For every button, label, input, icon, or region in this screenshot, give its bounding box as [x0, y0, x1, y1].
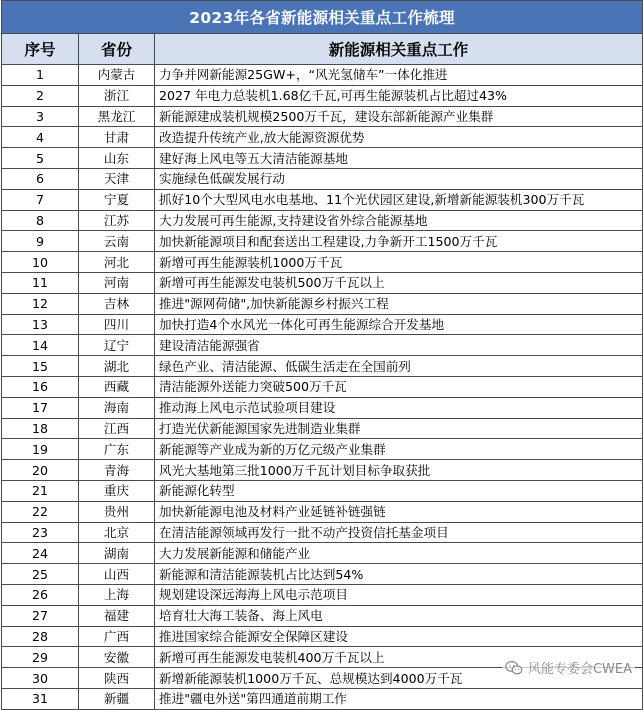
table-row — [2, 439, 643, 460]
row-province: 湖南 — [79, 543, 155, 564]
row-number: 12 — [2, 293, 79, 314]
row-province: 安徽 — [79, 647, 155, 668]
table-row — [2, 397, 643, 418]
row-province: 贵州 — [79, 501, 155, 522]
table-row — [2, 335, 643, 356]
row-province: 天津 — [79, 168, 155, 189]
row-number: 20 — [2, 460, 79, 481]
row-work: 建设清洁能源强省 — [155, 335, 643, 356]
row-province: 山东 — [79, 148, 155, 169]
row-province: 吉林 — [79, 293, 155, 314]
wechat-icon — [505, 660, 523, 676]
row-work: 新增可再生能源发电装机500万千瓦以上 — [155, 272, 643, 293]
row-province: 上海 — [79, 584, 155, 605]
table-row — [2, 688, 643, 709]
row-province: 四川 — [79, 314, 155, 335]
row-work: 建好海上风电等五大清洁能源基地 — [155, 148, 643, 169]
row-province: 新疆 — [79, 688, 155, 709]
row-number: 6 — [2, 168, 79, 189]
table-row — [2, 605, 643, 626]
row-number: 4 — [2, 127, 79, 148]
table-title: 2023年各省新能源相关重点工作梳理 — [2, 1, 643, 34]
row-number: 26 — [2, 584, 79, 605]
row-province: 辽宁 — [79, 335, 155, 356]
row-work: 2027 年电力总装机1.68亿千瓦,可再生能源装机占比超过43% — [155, 85, 643, 106]
row-work: 力争并网新能源25GW+，“风光氢储车”一体化推进 — [155, 65, 643, 86]
row-work: 推进"源网荷储",加快新能源乡村振兴工程 — [155, 293, 643, 314]
row-work: 新增可再生能源发电装机400万千瓦以上 — [155, 647, 643, 668]
table-row — [2, 626, 643, 647]
row-work: 推进"疆电外送"第四通道前期工作 — [155, 688, 643, 709]
row-number: 9 — [2, 231, 79, 252]
table-row — [2, 460, 643, 481]
row-province: 重庆 — [79, 480, 155, 501]
row-number: 14 — [2, 335, 79, 356]
row-number: 2 — [2, 85, 79, 106]
row-number: 22 — [2, 501, 79, 522]
row-number: 23 — [2, 522, 79, 543]
row-work: 清洁能源外送能力突破500万千瓦 — [155, 376, 643, 397]
row-work: 新能源化转型 — [155, 480, 643, 501]
row-number: 21 — [2, 480, 79, 501]
row-number: 8 — [2, 210, 79, 231]
row-number: 31 — [2, 688, 79, 709]
table-row — [2, 65, 643, 86]
header-row — [2, 34, 643, 65]
row-work: 新能源等产业成为新的万亿元级产业集群 — [155, 439, 643, 460]
table-row — [2, 564, 643, 585]
row-work: 改造提升传统产业,放大能源资源优势 — [155, 127, 643, 148]
row-province: 浙江 — [79, 85, 155, 106]
row-work: 新能源建成装机规模2500万千瓦，建设东部新能源产业集群 — [155, 106, 643, 127]
table-row — [2, 314, 643, 335]
row-work: 加快新能源项目和配套送出工程建设,力争新开工1500万千瓦 — [155, 231, 643, 252]
row-number: 29 — [2, 647, 79, 668]
row-province: 山西 — [79, 564, 155, 585]
header-province: 省份 — [79, 34, 155, 65]
table-row — [2, 418, 643, 439]
row-province: 宁夏 — [79, 189, 155, 210]
row-work: 在清洁能源领域再发行一批不动产投资信托基金项目 — [155, 522, 643, 543]
row-province: 福建 — [79, 605, 155, 626]
watermark-text: 风能专委会CWEA — [527, 662, 632, 677]
row-number: 19 — [2, 439, 79, 460]
table-row — [2, 189, 643, 210]
row-work: 新能源和清洁能源装机占比达到54% — [155, 564, 643, 585]
row-number: 18 — [2, 418, 79, 439]
row-province: 河南 — [79, 272, 155, 293]
row-number: 15 — [2, 356, 79, 377]
table-row — [2, 252, 643, 273]
row-number: 3 — [2, 106, 79, 127]
row-province: 湖北 — [79, 356, 155, 377]
row-work: 绿色产业、清洁能源、低碳生活走在全国前列 — [155, 356, 643, 377]
row-province: 海南 — [79, 397, 155, 418]
row-work: 实施绿色低碳发展行动 — [155, 168, 643, 189]
table-row — [2, 522, 643, 543]
row-province: 河北 — [79, 252, 155, 273]
row-number: 5 — [2, 148, 79, 169]
row-number: 1 — [2, 65, 79, 86]
row-number: 30 — [2, 668, 79, 689]
row-work: 大力发展新能源和储能产业 — [155, 543, 643, 564]
table-row — [2, 231, 643, 252]
row-province: 陕西 — [79, 668, 155, 689]
row-province: 西藏 — [79, 376, 155, 397]
watermark — [502, 657, 635, 678]
row-number: 25 — [2, 564, 79, 585]
row-work: 规划建设深远海海上风电示范项目 — [155, 584, 643, 605]
row-province: 江西 — [79, 418, 155, 439]
table-row — [2, 127, 643, 148]
row-province: 云南 — [79, 231, 155, 252]
row-number: 13 — [2, 314, 79, 335]
table-row — [2, 293, 643, 314]
header-work: 新能源相关重点工作 — [155, 34, 643, 65]
row-province: 广东 — [79, 439, 155, 460]
row-work: 新增可再生能源装机1000万千瓦 — [155, 252, 643, 273]
table-row — [2, 148, 643, 169]
row-province: 青海 — [79, 460, 155, 481]
table-row — [2, 584, 643, 605]
table-row — [2, 543, 643, 564]
table-row — [2, 376, 643, 397]
row-work: 加快新能源电池及材料产业延链补链强链 — [155, 501, 643, 522]
table-row — [2, 168, 643, 189]
header-no: 序号 — [2, 34, 79, 65]
row-province: 北京 — [79, 522, 155, 543]
row-number: 16 — [2, 376, 79, 397]
row-province: 甘肃 — [79, 127, 155, 148]
row-number: 11 — [2, 272, 79, 293]
row-work: 打造光伏新能源国家先进制造业集群 — [155, 418, 643, 439]
table-row — [2, 501, 643, 522]
table-row — [2, 210, 643, 231]
table-row — [2, 85, 643, 106]
row-number: 17 — [2, 397, 79, 418]
row-number: 7 — [2, 189, 79, 210]
row-work: 抓好10个大型风电水电基地、11个光伏园区建设,新增新能源装机300万千瓦 — [155, 189, 643, 210]
table-body — [2, 65, 643, 710]
table-row — [2, 272, 643, 293]
row-number: 10 — [2, 252, 79, 273]
row-province: 江苏 — [79, 210, 155, 231]
table-row — [2, 356, 643, 377]
row-province: 内蒙古 — [79, 65, 155, 86]
table-row — [2, 480, 643, 501]
row-number: 24 — [2, 543, 79, 564]
row-work: 风光大基地第三批1000万千瓦计划目标争取获批 — [155, 460, 643, 481]
row-province: 黑龙江 — [79, 106, 155, 127]
row-province: 广西 — [79, 626, 155, 647]
row-work: 加快打造4个水风光一体化可再生能源综合开发基地 — [155, 314, 643, 335]
row-number: 28 — [2, 626, 79, 647]
row-work: 新增新能源装机1000万千瓦、总规模达到4000万千瓦 — [155, 668, 643, 689]
row-work: 大力发展可再生能源,支持建设省外综合能源基地 — [155, 210, 643, 231]
row-work: 推进国家综合能源安全保障区建设 — [155, 626, 643, 647]
row-work: 培育壮大海工装备、海上风电 — [155, 605, 643, 626]
work-table — [1, 0, 643, 710]
table-row — [2, 106, 643, 127]
row-number: 27 — [2, 605, 79, 626]
row-work: 推动海上风电示范试验项目建设 — [155, 397, 643, 418]
